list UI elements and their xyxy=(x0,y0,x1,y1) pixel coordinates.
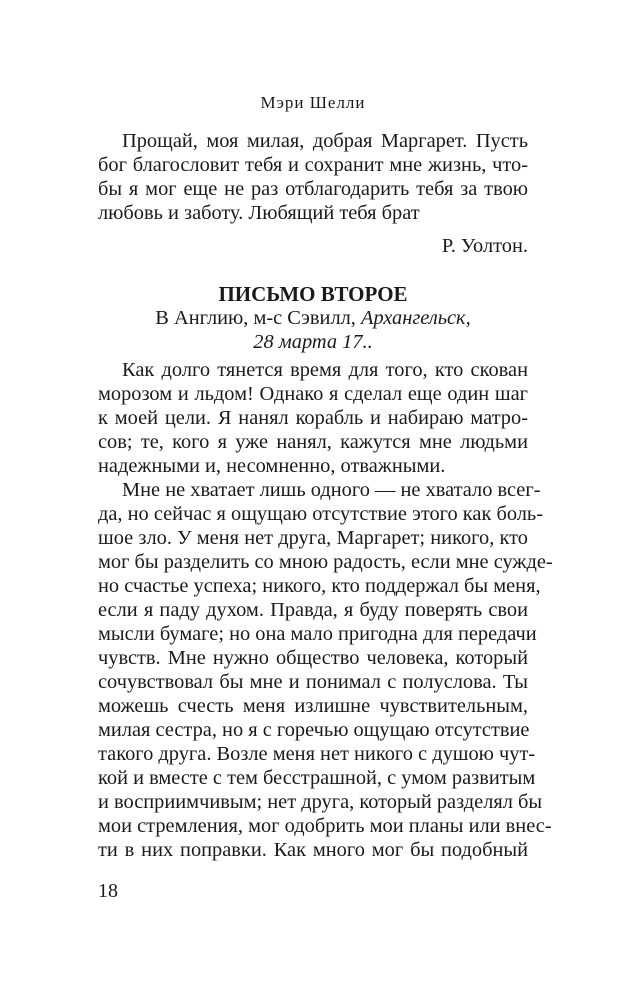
text-line: если я паду духом. Правда, я буду поверять свои xyxy=(98,599,528,621)
intro-paragraph xyxy=(98,129,528,258)
text-line: Как долго тянется время для того, кто скован xyxy=(122,359,528,381)
text-line: к моей цели. Я нанял корабль и набираю матро- xyxy=(98,407,528,429)
address-recipient: В Англию, м-с Сэвилл, xyxy=(155,307,361,329)
text-line: такого друга. Возле меня нет никого с душою чут- xyxy=(98,743,536,765)
page-number: 18 xyxy=(98,880,118,902)
text-line: и восприимчивым; нет друга, который разделял бы xyxy=(98,791,543,813)
text-line: кой и вместе с тем бесстрашной, с умом развитым xyxy=(98,767,536,789)
text-line: сочувствовал бы мне и понимал с полуслова. Ты xyxy=(98,671,528,693)
text-line: Мне не хватает лишь одного — не хватало всег- xyxy=(122,479,541,501)
text-line: морозом и льдом! Однако я сделал еще один шаг xyxy=(98,383,528,405)
text-line: любовь и заботу. Любящий тебя брат xyxy=(98,202,420,224)
text-line: бы я мог еще не раз отблагодарить тебя за твою xyxy=(98,178,528,200)
text-line: мысли бумаге; но она мало пригодна для передачи xyxy=(98,623,537,645)
text-line: ти в них поправки. Как много мог бы подобный xyxy=(98,839,528,861)
letter-address xyxy=(98,306,528,354)
text-line: бог благословит тебя и сохранит мне жизнь, что- xyxy=(98,154,528,176)
text-line: шое зло. У меня нет друга, Маргарет; никого, кто xyxy=(98,527,528,549)
address-line xyxy=(98,306,528,330)
text-line: милая сестра, но я с горечью ощущаю отсутствие xyxy=(98,719,530,741)
text-line: мог бы разделить со мною радость, если мне сужде- xyxy=(98,551,553,573)
address-place: Архангельск, xyxy=(361,307,471,329)
paragraph-1 xyxy=(98,358,528,478)
text-line: чувств. Мне нужно общество человека, который xyxy=(98,647,528,669)
paragraph-2 xyxy=(98,478,553,862)
running-header: Мэри Шелли xyxy=(260,93,366,112)
signature: Р. Уолтон. xyxy=(441,235,528,257)
letter-title: ПИСЬМО ВТОРОЕ xyxy=(218,282,408,306)
letter-date: 28 марта 17.. xyxy=(253,331,373,353)
text-line: мои стремления, мог одобрить мои планы или внес- xyxy=(98,815,552,837)
text-line: сов; те, кого я уже нанял, кажутся мне людьми xyxy=(98,431,528,453)
text-line: надежными и, несомненно, отважными. xyxy=(98,455,446,477)
text-line: Прощай, моя милая, добрая Маргарет. Пусть xyxy=(122,130,528,152)
text-line: да, но сейчас я ощущаю отсутствие этого как боль- xyxy=(98,503,544,525)
text-line: но счастье успеха; никого, кто поддержал бы меня, xyxy=(98,575,541,597)
text-line: можешь счесть меня излишне чувствительным, xyxy=(98,695,528,717)
